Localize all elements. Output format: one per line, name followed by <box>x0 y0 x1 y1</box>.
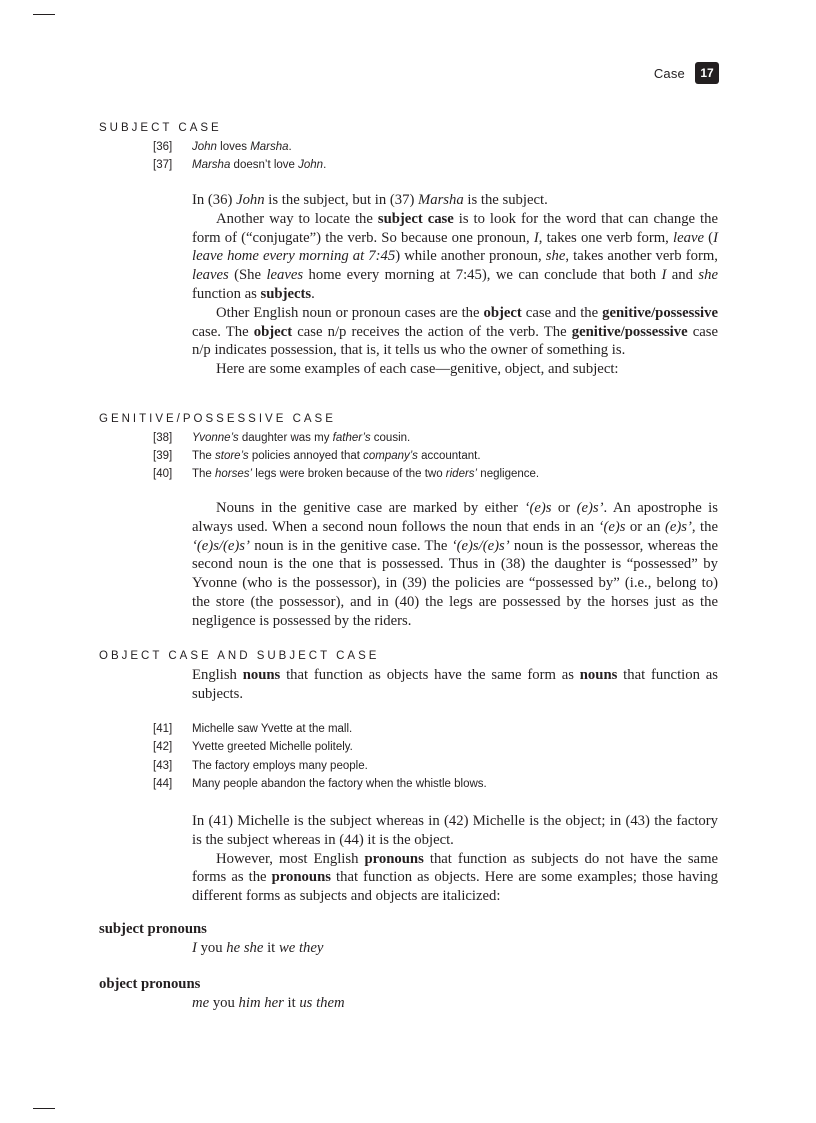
pronoun-item: you <box>212 995 235 1011</box>
pronoun-item: me <box>192 995 210 1011</box>
subject-case-paragraphs <box>192 191 718 379</box>
example-38: [38] Yvonne’s daughter was my father’s cousin. <box>153 432 411 444</box>
genitive-case-para: Nouns in the genitive case are marked by either ‘(e)s or (e)s’. An apostrophe is always used. When a second noun follows the noun that ends in an ‘(e)s or an (e)s’, the ‘(e)s/(e)s’ noun is in the genitive case. The ‘(e)s/(e)s’ noun is the possessor, whereas the second noun is the one that is possessed. Thus in (38) the daughter is “possessed” by Yvonne (who is the possessor), in (39) the policies are “possessed by” (i.e., belong to) the store (the possessor), and in (40) the legs are possessed by the horses just as the negligence is possessed by the riders. <box>192 500 718 629</box>
pronoun-item: him <box>238 995 261 1011</box>
object-pronouns-list <box>192 995 345 1012</box>
example-number: [40] <box>153 468 173 480</box>
pronoun-item: they <box>298 940 324 956</box>
pronoun-item: it <box>267 940 276 956</box>
pronoun-item: her <box>264 995 284 1011</box>
object-case-para-2: However, most English pronouns that function as subjects do not have the same forms as the pronouns that function as objects. Here are some examples; those having different forms as subjects and objects are italicized: <box>192 850 719 905</box>
running-header <box>654 62 719 84</box>
example-36: [36] John loves Marsha. <box>153 141 292 153</box>
example-41: [41] Michelle saw Yvette at the mall. <box>153 723 353 735</box>
example-37: [37] Marsha doesn’t love John. <box>153 159 327 171</box>
example-39: [39] The store’s policies annoyed that company’s accountant. <box>153 450 481 462</box>
pronoun-item: she <box>243 940 264 956</box>
object-case-para-1: In (41) Michelle is the subject whereas in (42) Michelle is the object; in (43) the factory is the subject whereas in (44) it is the object. <box>192 813 718 848</box>
genitive-case-paragraph <box>192 499 718 631</box>
object-case-paragraphs <box>192 812 718 906</box>
section-heading-genitive-case: GENITIVE/POSSESSIVE CASE <box>99 413 336 425</box>
example-number: [41] <box>153 723 173 735</box>
section-heading-subject-case: SUBJECT CASE <box>99 122 222 134</box>
pronoun-item: we <box>278 940 296 956</box>
pronoun-item: he <box>226 940 241 956</box>
subject-case-para-3: Other English noun or pronoun cases are the object case and the genitive/possessive case. The object case n/p receives the action of the verb. The genitive/possessive case n/p indicates possession, that is, it tells us who the owner of something is. <box>192 304 718 359</box>
subject-pronouns-list <box>192 940 323 957</box>
example-40: [40] The horses’ legs were broken because of the two riders’ negligence. <box>153 468 540 480</box>
example-42: [42] Yvette greeted Michelle politely. <box>153 741 353 753</box>
section-title: Case <box>653 65 685 81</box>
section-heading-object-subject-case: OBJECT CASE AND SUBJECT CASE <box>99 650 380 662</box>
subject-pronouns-heading: subject pronouns <box>99 921 207 937</box>
pronoun-item: it <box>287 995 296 1011</box>
example-number: [37] <box>153 159 173 171</box>
subject-case-para-2: Another way to locate the subject case is to look for the word that can change the form of (“conjugate”) the verb. So because one pronoun, I, takes one verb form, leave (I leave home every morning at 7:45) while another pronoun, she, takes another verb form, leaves (She leaves home every morning at 7:45), we can conclude that both I and she function as subjects. <box>192 210 718 302</box>
example-43: [43] The factory employs many people. <box>153 760 368 772</box>
pronoun-item: you <box>200 940 223 956</box>
pronoun-item: I <box>192 940 197 956</box>
subject-case-para-4: Here are some examples of each case—genitive, object, and subject: <box>216 361 619 378</box>
pronoun-item: us <box>299 995 313 1011</box>
object-pronouns-heading: object pronouns <box>99 976 201 992</box>
example-44: [44] Many people abandon the factory when the whistle blows. <box>153 778 487 790</box>
subject-case-para-1: In (36) John is the subject, but in (37) Marsha is the subject. <box>192 192 548 208</box>
example-number: [38] <box>153 432 173 444</box>
pronoun-item: them <box>316 995 345 1011</box>
page-number-badge: 17 <box>695 62 719 84</box>
object-case-intro: English nouns that function as objects have the same form as nouns that function as subjects. <box>192 667 718 702</box>
example-number: [44] <box>153 778 173 790</box>
example-number: [39] <box>153 450 173 462</box>
example-number: [42] <box>153 741 173 753</box>
example-number: [43] <box>153 760 173 772</box>
crop-mark-top-left <box>33 14 55 15</box>
object-case-intro-block <box>192 666 718 704</box>
crop-mark-bottom-left <box>33 1108 55 1109</box>
example-number: [36] <box>153 141 173 153</box>
